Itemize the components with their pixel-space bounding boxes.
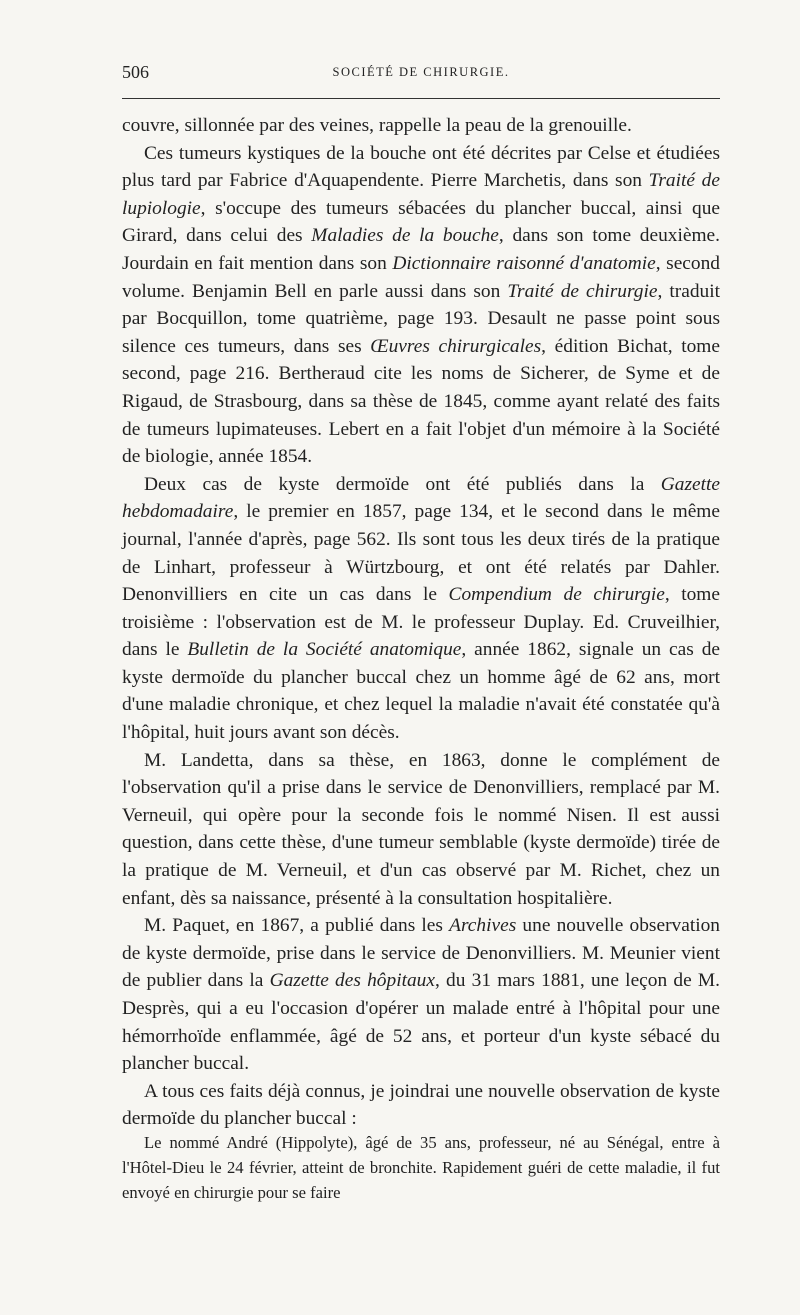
page-number: 506: [122, 62, 149, 82]
italic-title: Traité de chirurgie: [507, 280, 658, 302]
body-paragraph: [122, 1078, 720, 1133]
body-paragraph: [122, 140, 720, 471]
text-run: , tome troisième : l'observation est de M. le professeur Duplay. Ed. Cruveilhier, dans le: [122, 584, 720, 661]
text-run: , second volume. Benjamin Bell en parle aussi dans son: [122, 252, 720, 302]
italic-title: Œuvres chirurgicales: [370, 335, 542, 357]
text-run: , s'occupe des tumeurs sébacées du plancher buccal, ainsi que Girard, dans celui des: [122, 197, 720, 247]
page-header: [122, 62, 720, 88]
italic-title: Compendium de chirurgie: [448, 584, 665, 606]
observation-note: [122, 1130, 720, 1205]
body-paragraph: [122, 471, 720, 747]
text-run: , le premier en 1857, page 134, et le second dans le même journal, l'année d'après, page 562. Ils sont tous les deux tirés de la pratique de Linhart, professeur à Würtzbourg, et ont été relatés par Dahler. Denonvilliers en cite un cas dans le: [122, 501, 720, 606]
text-run: Ces tumeurs kystiques de la bouche ont été décrites par Celse et étudiées plus tard par Fabrice d'Aquapendente. Pierre Marchetis, dans son: [122, 142, 720, 192]
text-run: M. Paquet, en 1867, a publié dans les: [144, 915, 450, 937]
text-run: couvre, sillonnée par des veines, rappelle la peau de la grenouille.: [122, 115, 632, 136]
italic-title: Maladies de la bouche: [311, 225, 499, 247]
italic-title: Gazette hebdomadaire: [122, 473, 720, 523]
text-run: M. Landetta, dans sa thèse, en 1863, donne le complément de l'observation qu'il a prise dans le service de Denonvilliers, remplacé par M. Verneuil, qui opère pour la seconde fois le nommé Nisen. Il est aussi question, dans cette thèse, d'une tumeur semblable (kyste dermoïde) tirée de la pratique de M. Verneuil, et d'un cas observé par M. Richet, chez un enfant, dès sa naissance, présenté à la consultation hospitalière.: [122, 749, 720, 909]
italic-title: Archives: [449, 915, 517, 937]
text-run: Deux cas de kyste dermoïde ont été publiés dans la: [144, 473, 661, 495]
body-paragraph: [122, 747, 720, 913]
italic-title: Dictionnaire raisonné d'anatomie: [392, 252, 656, 274]
text-run: , édition Bichat, tome second, page 216. Bertheraud cite les noms de Sicherer, de Syme et de Rigaud, de Strasbourg, dans sa thèse de 1845, comme ayant relaté des faits de tumeurs lupimateuses. Lebert en a fait l'objet d'un mémoire à la Société de biologie, année 1854.: [122, 335, 720, 468]
text-run: une nouvelle observation de kyste dermoïde, prise dans le service de Denonvilliers. M. Meunier vient de publier dans la: [122, 915, 720, 992]
text-run: A tous ces faits déjà connus, je joindrai une nouvelle observation de kyste dermoïde du plancher buccal :: [122, 1080, 720, 1130]
observation-paragraph: Le nommé André (Hippolyte), âgé de 35 ans, professeur, né au Sénégal, entre à l'Hôtel-Dieu le 24 février, atteint de bronchite. Rapidement guéri de cette maladie, il fut envoyé en chirurgie pour se faire: [122, 1133, 720, 1202]
text-run: , dans son tome deuxième. Jourdain en fait mention dans son: [122, 225, 721, 274]
italic-title: Traité de lupiologie: [122, 170, 720, 219]
italic-title: Bulletin de la Société anatomique: [187, 639, 462, 661]
text-run: , traduit par Bocquillon, tome quatrième, page 193. Desault ne passe point sous silence ces tumeurs, dans ses: [122, 280, 721, 357]
text-run: , du 31 mars 1881, une leçon de M. Desprès, qui a eu l'occasion d'opérer un malade entré à l'hôpital pour une hémorrhoïde enflammée, âgé de 52 ans, et porteur d'un kyste sébacé du plancher buccal.: [122, 970, 720, 1075]
body-paragraph: [122, 912, 720, 1078]
body-paragraph: [122, 112, 720, 140]
body-text: [122, 112, 720, 1133]
italic-title: Gazette des hôpitaux: [269, 970, 435, 992]
header-rule: [122, 98, 720, 99]
running-title: SOCIÉTÉ DE CHIRURGIE.: [332, 65, 510, 79]
text-run: , année 1862, signale un cas de kyste dermoïde du plancher buccal chez un homme âgé de 62 ans, mort d'une maladie chronique, et chez lequel la maladie n'avait été constatée qu'à l'hôpital, huit jours avant son décès.: [122, 639, 720, 744]
